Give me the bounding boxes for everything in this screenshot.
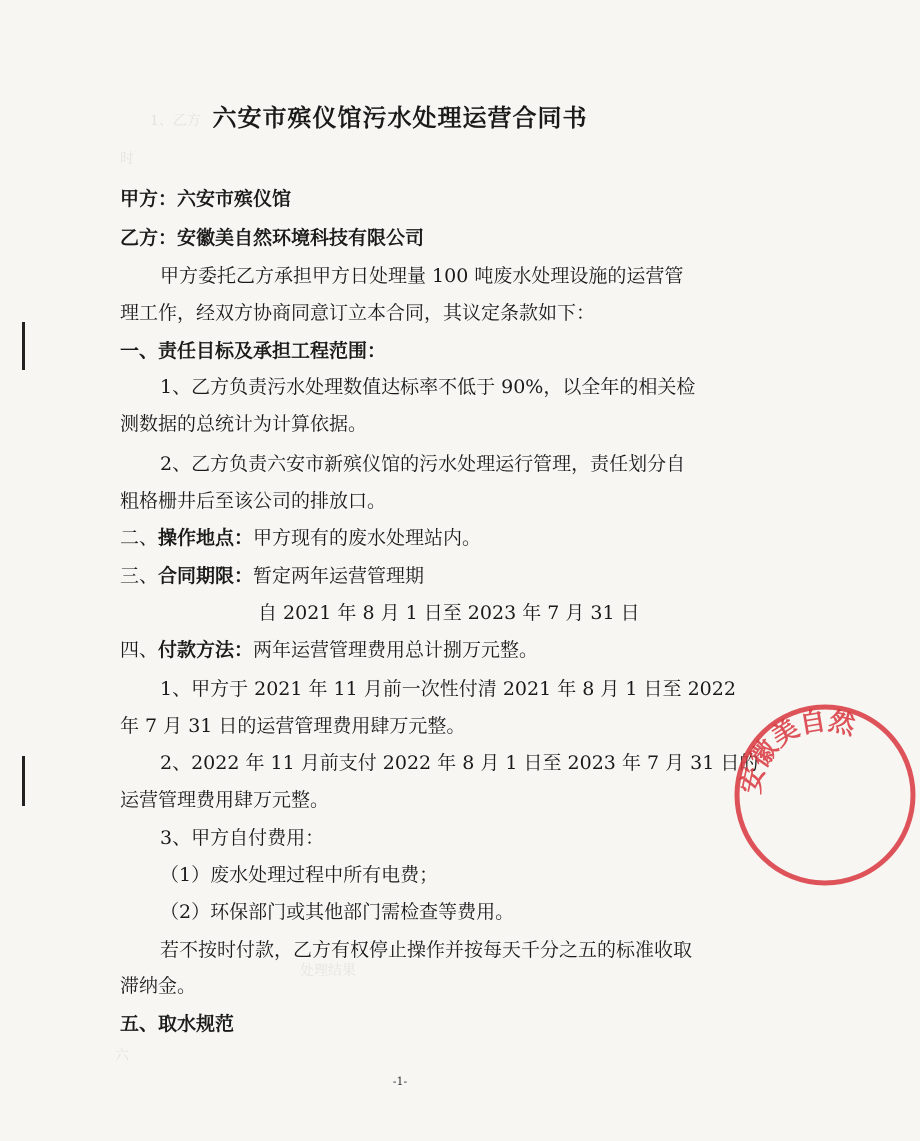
party-a-label: 甲方： [120,188,178,210]
section-2 [120,525,481,551]
intro-line-2: 理工作，经双方协商同意订立本合同，其议定条款如下： [120,302,596,324]
section-4-sub-1: （1）废水处理过程中所有电费； [160,864,439,886]
section-4-item-1-line-1: 1、甲方于 2021 年 11 月前一次性付清 2021 年 8 月 1 日至 2022 [160,678,736,700]
section-1-item-2-line-1: 2、乙方负责六安市新殡仪馆的污水处理运行管理，责任划分自 [160,453,686,475]
section-4-label: 付款方法： [158,639,254,661]
party-a [120,186,291,212]
binding-mark [22,756,25,806]
section-3-dates: 自 2021 年 8 月 1 日至 2023 年 7 月 31 日 [258,602,640,624]
section-4-text: 两年运营管理费用总计捌万元整。 [253,639,539,661]
party-b-name: 安徽美自然环境科技有限公司 [177,227,425,249]
page-number: -1- [392,1075,408,1088]
section-2-text: 甲方现有的废水处理站内。 [253,527,482,549]
intro-line-1: 甲方委托乙方承担甲方日处理量 100 吨废水处理设施的运营管 [160,265,684,287]
party-a-name: 六安市殡仪馆 [177,188,292,210]
bleed-through-text: 1、乙方 [150,113,201,129]
bleed-through-text: 时 [120,151,134,167]
svg-text:安徽美自然 [736,705,859,796]
company-seal [730,700,920,890]
page-title: 六安市殡仪馆污水处理运营合同书 [212,104,588,132]
bleed-through-text: 处理结果 [300,963,356,979]
section-3-prefix: 三、 [120,565,159,587]
section-4-item-2-line-2: 运营管理费用肆万元整。 [120,789,330,811]
section-5-heading: 五、取水规范 [120,1013,235,1035]
section-2-label: 操作地点： [158,527,254,549]
party-b-label: 乙方： [120,227,178,249]
section-4 [120,637,538,663]
section-4-item-2-line-1: 2、2022 年 11 月前支付 2022 年 8 月 1 日至 2023 年 7 月 31 日的 [160,752,759,774]
binding-mark [22,322,25,370]
seal-text: 安徽美自然 [736,706,858,797]
bleed-through-text: 六 [115,1048,129,1064]
party-b [120,225,424,251]
section-1-item-1-line-1: 1、乙方负责污水处理数值达标率不低于 90%，以全年的相关检 [160,376,696,398]
section-2-prefix: 二、 [120,527,159,549]
section-4-item-3: 3、甲方自付费用： [160,827,325,849]
section-3-label: 合同期限： [158,565,254,587]
section-3 [120,563,424,589]
section-1-heading: 一、责任目标及承担工程范围： [120,340,387,362]
section-1-item-2-line-2: 粗格栅井后至该公司的排放口。 [120,490,387,512]
section-3-text: 暂定两年运营管理期 [253,565,425,587]
section-4-sub-2: （2）环保部门或其他部门需检查等费用。 [160,901,515,923]
section-4-item-1-line-2: 年 7 月 31 日的运营管理费用肆万元整。 [120,715,466,737]
late-payment-line-1: 若不按时付款，乙方有权停止操作并按每天千分之五的标准收取 [160,939,693,961]
section-4-prefix: 四、 [120,639,159,661]
section-1-item-1-line-2: 测数据的总统计为计算依据。 [120,413,368,435]
late-payment-line-2: 滞纳金。 [120,975,197,997]
